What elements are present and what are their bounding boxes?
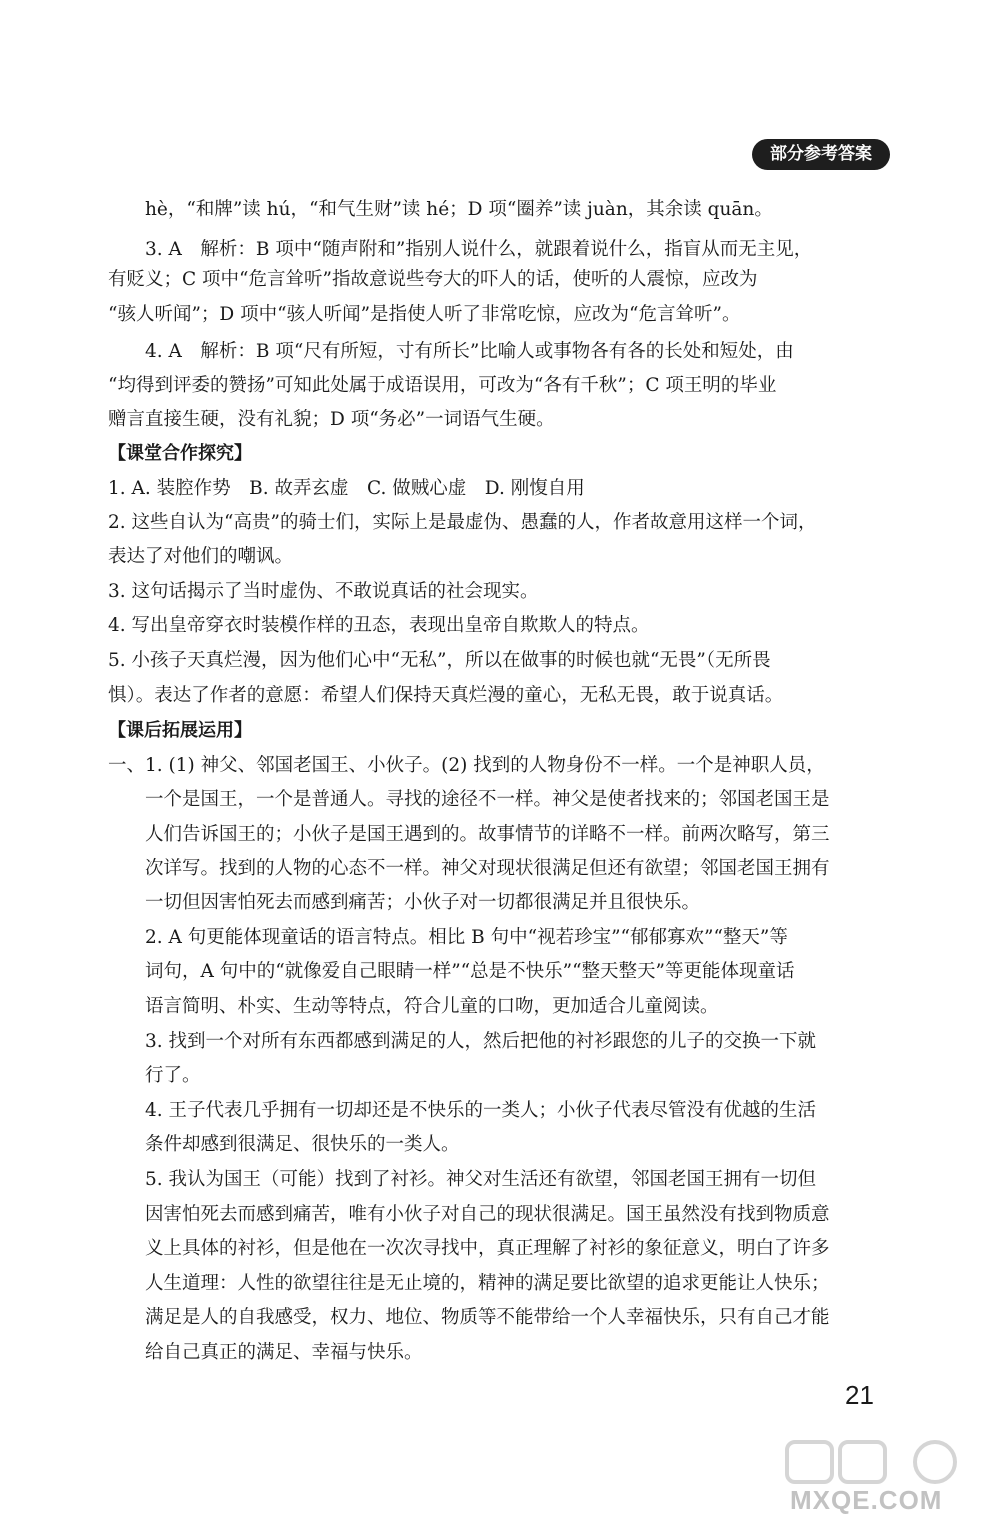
text-line: 一、1. (1) 神父、邻国老国王、小伙子。(2) 找到的人物身份不一样。一个是神职人员， [108, 755, 825, 776]
text-line: 4. 写出皇帝穿衣时装模作样的丑态，表现出皇帝自欺欺人的特点。 [108, 615, 650, 636]
text-line: 词句，A 句中的“就像爱自己眼睛一样”“总是不快乐”“整天整天”等更能体现童话 [145, 961, 795, 982]
text-line: 给自己真正的满足、幸福与快乐。 [145, 1342, 423, 1363]
text-line: 条件却感到很满足、很快乐的一类人。 [145, 1134, 460, 1155]
page-number: 21 [845, 1380, 874, 1410]
watermark-text: MXQE.COM [790, 1485, 943, 1515]
text-line: 赠言直接生硬，没有礼貌；D 项“务必”一词语气生硬。 [108, 409, 555, 430]
text-line: 5. 小孩子天真烂漫，因为他们心中“无私”，所以在做事的时候也就“无畏”（无所畏 [108, 650, 771, 671]
text-line: “骇人听闻”；D 项中“骇人听闻”是指使人听了非常吃惊，应改为“危言耸听”。 [108, 304, 741, 325]
answer-badge: 部分参考答案 [752, 139, 890, 170]
text-line: 1. A. 装腔作势 B. 故弄玄虚 C. 做贼心虚 D. 刚愎自用 [108, 478, 585, 499]
text-line: 因害怕死去而感到痛苦，唯有小伙子对自己的现状很满足。国王虽然没有找到物质意 [145, 1204, 830, 1225]
section-heading: 【课堂合作探究】 [108, 443, 252, 464]
text-line: 2. A 句更能体现童话的语言特点。相比 B 句中“视若珍宝”“郁郁寡欢”“整天”等 [145, 927, 788, 948]
section-heading: 【课后拓展运用】 [108, 720, 252, 741]
text-line: 满足是人的自我感受，权力、地位、物质等不能带给一个人幸福快乐，只有自己才能 [145, 1307, 830, 1328]
text-line: 有贬义；C 项中“危言耸听”指故意说些夸大的吓人的话，使听的人震惊，应改为 [108, 269, 758, 290]
text-line: 语言简明、朴实、生动等特点，符合儿童的口吻，更加适合儿童阅读。 [145, 996, 719, 1017]
text-line: 一切但因害怕死去而感到痛苦；小伙子对一切都很满足并且很快乐。 [145, 892, 701, 913]
text-line: 行了。 [145, 1065, 201, 1086]
text-line: 4. A 解析：B 项“尺有所短，寸有所长”比喻人或事物各有各的长处和短处，由 [145, 341, 794, 362]
text-line: “均得到评委的赞扬”可知此处属于成语误用，可改为“各有千秋”；C 项王明的毕业 [108, 375, 777, 396]
text-line: 表达了对他们的嘲讽。 [108, 546, 294, 567]
text-line: 3. A 解析：B 项中“随声附和”指别人说什么，就跟着说什么，指盲从而无主见， [145, 239, 813, 260]
text-line: 一个是国王，一个是普通人。寻找的途径不一样。神父是使者找来的；邻国老国王是 [145, 789, 830, 810]
text-line: 惧）。表达了作者的意愿：希望人们保持天真烂漫的童心，无私无畏，敢于说真话。 [108, 685, 784, 706]
text-line: 3. 找到一个对所有东西都感到满足的人，然后把他的衬衫跟您的儿子的交换一下就 [145, 1031, 817, 1052]
text-line: 4. 王子代表几乎拥有一切却还是不快乐的一类人；小伙子代表尽管没有优越的生活 [145, 1100, 817, 1121]
text-line: hè，“和牌”读 hú，“和气生财”读 hé；D 项“圈养”读 juàn，其余读 quān。 [145, 199, 773, 220]
text-line: 人生道理：人性的欲望往往是无止境的，精神的满足要比欲望的追求更能让人快乐； [145, 1273, 830, 1294]
text-line: 5. 我认为国王（可能）找到了衬衫。神父对生活还有欲望，邻国老国王拥有一切但 [145, 1169, 817, 1190]
text-line: 2. 这些自认为“高贵”的骑士们，实际上是最虚伪、愚蠢的人，作者故意用这样一个词， [108, 512, 817, 533]
text-line: 人们告诉国王的；小伙子是国王遇到的。故事情节的详略不一样。前两次略写，第三 [145, 824, 830, 845]
text-line: 次详写。找到的人物的心态不一样。神父对现状很满足但还有欲望；邻国老国王拥有 [145, 858, 830, 879]
text-line: 3. 这句话揭示了当时虚伪、不敢说真话的社会现实。 [108, 581, 539, 602]
text-line: 义上具体的衬衫，但是他在一次次寻找中，真正理解了衬衫的象征意义，明白了许多 [145, 1238, 830, 1259]
